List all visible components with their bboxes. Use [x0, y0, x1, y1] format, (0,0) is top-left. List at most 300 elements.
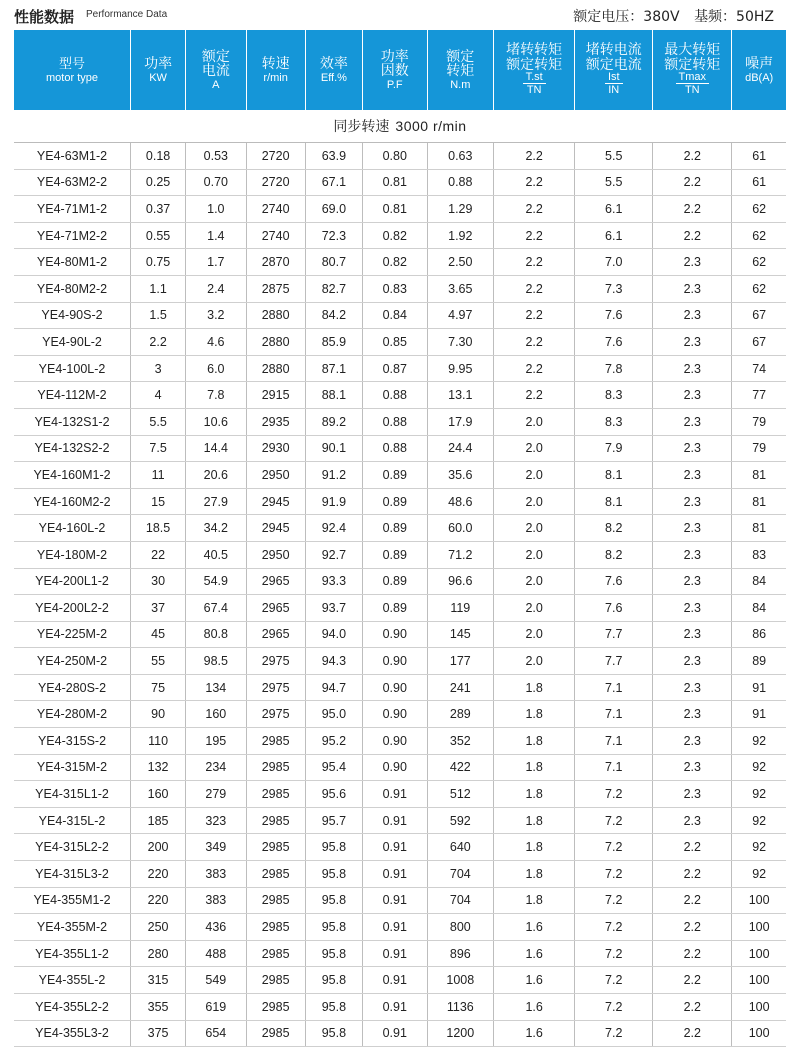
- table-row: [14, 541, 786, 568]
- table-cell: 92.4: [305, 515, 362, 542]
- ratio-denominator: TN: [684, 84, 700, 97]
- table-cell: 2.2: [653, 967, 732, 994]
- table-cell: 2.3: [653, 249, 732, 276]
- table-cell: 0.89: [363, 488, 428, 515]
- table-cell: 98.5: [186, 648, 246, 675]
- table-cell: 2.0: [494, 648, 575, 675]
- table-cell: 0.81: [363, 196, 428, 223]
- table-cell: 1008: [427, 967, 494, 994]
- table-cell: 2985: [246, 781, 305, 808]
- table-cell: 3.65: [427, 275, 494, 302]
- table-cell: 7.6: [575, 568, 653, 595]
- table-cell: 2.3: [653, 595, 732, 622]
- table-cell: 0.63: [427, 143, 494, 170]
- table-cell: 0.85: [363, 329, 428, 356]
- table-cell: 95.8: [305, 940, 362, 967]
- table-cell: 1.8: [494, 834, 575, 861]
- table-cell: 0.37: [131, 196, 186, 223]
- table-cell: 2875: [246, 275, 305, 302]
- table-cell: 177: [427, 648, 494, 675]
- table-cell: 0.89: [363, 462, 428, 489]
- table-cell: 91.9: [305, 488, 362, 515]
- table-cell: 34.2: [186, 515, 246, 542]
- table-cell: 62: [732, 222, 786, 249]
- table-cell: 704: [427, 861, 494, 888]
- table-cell: 2.3: [653, 754, 732, 781]
- table-cell: 95.6: [305, 781, 362, 808]
- motor-type-cell: YE4-160L-2: [14, 515, 131, 542]
- table-cell: 2740: [246, 222, 305, 249]
- table-cell: 0.87: [363, 355, 428, 382]
- table-cell: 0.89: [363, 541, 428, 568]
- column-header-cn: 额定 转矩: [446, 47, 475, 79]
- table-cell: 84.2: [305, 302, 362, 329]
- column-header-ratio: [676, 71, 710, 96]
- table-cell: 1.8: [494, 674, 575, 701]
- table-cell: 2.0: [494, 435, 575, 462]
- motor-type-cell: YE4-315S-2: [14, 728, 131, 755]
- column-header-cn: 型号: [59, 56, 86, 72]
- table-cell: 24.4: [427, 435, 494, 462]
- table-cell: 2965: [246, 568, 305, 595]
- table-cell: 2965: [246, 621, 305, 648]
- column-header-cn: 堵转转矩 额定转矩: [506, 40, 563, 72]
- table-cell: 549: [186, 967, 246, 994]
- table-cell: 0.90: [363, 701, 428, 728]
- table-cell: 592: [427, 807, 494, 834]
- table-cell: 2.2: [494, 169, 575, 196]
- table-cell: 7.2: [575, 781, 653, 808]
- table-row: [14, 275, 786, 302]
- table-cell: 0.91: [363, 887, 428, 914]
- table-cell: 100: [732, 940, 786, 967]
- table-cell: 45: [131, 621, 186, 648]
- table-cell: 0.88: [363, 408, 428, 435]
- table-cell: 2.3: [653, 541, 732, 568]
- table-cell: 0.89: [363, 595, 428, 622]
- sync-speed-row: [14, 110, 786, 143]
- table-cell: 14.4: [186, 435, 246, 462]
- motor-type-cell: YE4-355M1-2: [14, 887, 131, 914]
- motor-type-cell: YE4-160M2-2: [14, 488, 131, 515]
- table-cell: 279: [186, 781, 246, 808]
- table-cell: 2.3: [653, 462, 732, 489]
- table-cell: 0.90: [363, 728, 428, 755]
- rated-voltage: 额定电压：380V: [573, 9, 680, 25]
- motor-type-cell: YE4-355L-2: [14, 967, 131, 994]
- motor-type-cell: YE4-71M1-2: [14, 196, 131, 223]
- table-cell: 67: [732, 329, 786, 356]
- table-cell: 7.30: [427, 329, 494, 356]
- table-cell: 512: [427, 781, 494, 808]
- table-cell: 0.81: [363, 169, 428, 196]
- table-cell: 95.8: [305, 994, 362, 1021]
- table-cell: 20.6: [186, 462, 246, 489]
- table-cell: 2.2: [653, 196, 732, 223]
- table-cell: 2.3: [653, 515, 732, 542]
- table-row: [14, 355, 786, 382]
- column-header-cn: 转速: [261, 54, 290, 71]
- table-cell: 1136: [427, 994, 494, 1021]
- table-cell: 84: [732, 568, 786, 595]
- table-cell: 3: [131, 355, 186, 382]
- title-en: Performance Data: [86, 9, 168, 20]
- table-row: [14, 143, 786, 170]
- table-cell: 0.89: [363, 568, 428, 595]
- table-cell: 383: [186, 861, 246, 888]
- table-cell: 5.5: [575, 143, 653, 170]
- motor-type-cell: YE4-71M2-2: [14, 222, 131, 249]
- table-cell: 4.6: [186, 329, 246, 356]
- table-cell: 2.3: [653, 355, 732, 382]
- table-row: [14, 994, 786, 1021]
- table-cell: 422: [427, 754, 494, 781]
- table-cell: 95.8: [305, 861, 362, 888]
- column-header-7: [494, 30, 575, 110]
- table-cell: 1.7: [186, 249, 246, 276]
- table-cell: 22: [131, 541, 186, 568]
- table-cell: 200: [131, 834, 186, 861]
- column-header-cn: 噪声: [745, 54, 774, 71]
- table-cell: 2.2: [653, 940, 732, 967]
- table-cell: 7.1: [575, 754, 653, 781]
- table-cell: 375: [131, 1020, 186, 1047]
- table-cell: 110: [131, 728, 186, 755]
- table-cell: 2985: [246, 887, 305, 914]
- table-row: [14, 621, 786, 648]
- table-cell: 8.1: [575, 462, 653, 489]
- table-cell: 7.2: [575, 967, 653, 994]
- table-cell: 2.3: [653, 488, 732, 515]
- table-cell: 7.1: [575, 728, 653, 755]
- motor-type-cell: YE4-80M2-2: [14, 275, 131, 302]
- table-cell: 2975: [246, 648, 305, 675]
- column-header-cn: 额定 电流: [201, 47, 230, 79]
- table-cell: 81: [732, 488, 786, 515]
- table-cell: 2.50: [427, 249, 494, 276]
- column-header-unit: dB(A): [745, 71, 774, 84]
- table-cell: 11: [131, 462, 186, 489]
- table-cell: 7.7: [575, 621, 653, 648]
- table-cell: 1.8: [494, 807, 575, 834]
- table-cell: 2.2: [653, 143, 732, 170]
- table-row: [14, 595, 786, 622]
- table-row: [14, 169, 786, 196]
- motor-type-cell: YE4-90L-2: [14, 329, 131, 356]
- table-cell: 2.3: [653, 728, 732, 755]
- table-cell: 2720: [246, 169, 305, 196]
- motor-type-cell: YE4-355M-2: [14, 914, 131, 941]
- table-cell: 8.1: [575, 488, 653, 515]
- table-row: [14, 940, 786, 967]
- table-cell: 2.0: [494, 595, 575, 622]
- ratio-denominator: IN: [608, 84, 620, 97]
- table-cell: 2.0: [494, 408, 575, 435]
- table-cell: 2.2: [653, 834, 732, 861]
- table-cell: 2.2: [494, 196, 575, 223]
- table-cell: 323: [186, 807, 246, 834]
- table-cell: 0.84: [363, 302, 428, 329]
- table-cell: 0.53: [186, 143, 246, 170]
- table-cell: 2985: [246, 807, 305, 834]
- table-cell: 2985: [246, 861, 305, 888]
- table-cell: 1.8: [494, 861, 575, 888]
- table-cell: 383: [186, 887, 246, 914]
- table-cell: 2965: [246, 595, 305, 622]
- table-cell: 81: [732, 515, 786, 542]
- motor-type-cell: YE4-280M-2: [14, 701, 131, 728]
- table-cell: 62: [732, 196, 786, 223]
- table-cell: 1.8: [494, 728, 575, 755]
- table-cell: 1.8: [494, 701, 575, 728]
- table-cell: 91: [732, 701, 786, 728]
- table-cell: 75: [131, 674, 186, 701]
- table-cell: 94.3: [305, 648, 362, 675]
- table-cell: 7.2: [575, 914, 653, 941]
- table-cell: 2.2: [494, 382, 575, 409]
- motor-type-cell: YE4-355L2-2: [14, 994, 131, 1021]
- table-cell: 83: [732, 541, 786, 568]
- motor-type-cell: YE4-63M2-2: [14, 169, 131, 196]
- column-header-unit: KW: [149, 71, 167, 84]
- table-cell: 90.1: [305, 435, 362, 462]
- table-cell: 80.8: [186, 621, 246, 648]
- motor-type-cell: YE4-315L1-2: [14, 781, 131, 808]
- table-cell: 6.1: [575, 196, 653, 223]
- table-cell: 2985: [246, 1020, 305, 1047]
- table-cell: 30: [131, 568, 186, 595]
- table-cell: 74: [732, 355, 786, 382]
- table-cell: 5.5: [575, 169, 653, 196]
- motor-type-cell: YE4-90S-2: [14, 302, 131, 329]
- table-cell: 1.6: [494, 967, 575, 994]
- table-cell: 0.88: [363, 382, 428, 409]
- column-header-4: [305, 30, 362, 110]
- table-cell: 62: [732, 249, 786, 276]
- table-cell: 67.4: [186, 595, 246, 622]
- table-header-row: [14, 30, 786, 110]
- table-cell: 2945: [246, 488, 305, 515]
- table-cell: 0.91: [363, 781, 428, 808]
- table-cell: 0.91: [363, 994, 428, 1021]
- motor-type-cell: YE4-160M1-2: [14, 462, 131, 489]
- table-cell: 80.7: [305, 249, 362, 276]
- motor-type-cell: YE4-315M-2: [14, 754, 131, 781]
- column-header-8: [575, 30, 653, 110]
- table-cell: 7.2: [575, 994, 653, 1021]
- table-cell: 195: [186, 728, 246, 755]
- table-cell: 95.8: [305, 967, 362, 994]
- table-cell: 2.3: [653, 648, 732, 675]
- table-cell: 2.2: [494, 275, 575, 302]
- table-cell: 7.7: [575, 648, 653, 675]
- ratio-numerator: T.st: [523, 71, 546, 84]
- column-header-2: [186, 30, 246, 110]
- table-cell: 0.91: [363, 914, 428, 941]
- motor-type-cell: YE4-132S2-2: [14, 435, 131, 462]
- table-cell: 2.2: [494, 329, 575, 356]
- table-cell: 7.3: [575, 275, 653, 302]
- table-cell: 2720: [246, 143, 305, 170]
- table-row: [14, 435, 786, 462]
- table-cell: 0.70: [186, 169, 246, 196]
- table-cell: 2.0: [494, 488, 575, 515]
- table-cell: 92: [732, 754, 786, 781]
- table-cell: 640: [427, 834, 494, 861]
- table-cell: 2.2: [653, 994, 732, 1021]
- table-cell: 2.2: [653, 169, 732, 196]
- table-cell: 85.9: [305, 329, 362, 356]
- table-row: [14, 781, 786, 808]
- table-cell: 2740: [246, 196, 305, 223]
- table-cell: 7.1: [575, 674, 653, 701]
- column-header-cn: 效率: [319, 54, 348, 71]
- table-cell: 95.7: [305, 807, 362, 834]
- table-cell: 0.90: [363, 648, 428, 675]
- table-cell: 91: [732, 674, 786, 701]
- table-cell: 4.97: [427, 302, 494, 329]
- table-cell: 100: [732, 1020, 786, 1047]
- table-cell: 2.2: [653, 222, 732, 249]
- table-cell: 2880: [246, 302, 305, 329]
- motor-type-cell: YE4-200L1-2: [14, 568, 131, 595]
- table-cell: 100: [732, 914, 786, 941]
- table-cell: 7.8: [186, 382, 246, 409]
- table-cell: 0.91: [363, 1020, 428, 1047]
- table-cell: 96.6: [427, 568, 494, 595]
- table-cell: 88.1: [305, 382, 362, 409]
- table-cell: 0.88: [363, 435, 428, 462]
- table-cell: 280: [131, 940, 186, 967]
- table-cell: 94.7: [305, 674, 362, 701]
- table-cell: 7.2: [575, 1020, 653, 1047]
- table-row: [14, 701, 786, 728]
- table-cell: 7.9: [575, 435, 653, 462]
- column-header-unit: A: [212, 78, 220, 91]
- table-cell: 71.2: [427, 541, 494, 568]
- table-row: [14, 834, 786, 861]
- table-cell: 6.1: [575, 222, 653, 249]
- table-row: [14, 861, 786, 888]
- table-row: [14, 382, 786, 409]
- table-cell: 2.3: [653, 807, 732, 834]
- column-header-ratio: [523, 71, 546, 96]
- table-cell: 48.6: [427, 488, 494, 515]
- table-cell: 67: [732, 302, 786, 329]
- table-cell: 90: [131, 701, 186, 728]
- table-cell: 8.2: [575, 541, 653, 568]
- motor-type-cell: YE4-63M1-2: [14, 143, 131, 170]
- column-header-10: [732, 30, 786, 110]
- column-header-ratio: [605, 71, 623, 96]
- table-cell: 1200: [427, 1020, 494, 1047]
- table-cell: 1.92: [427, 222, 494, 249]
- table-cell: 289: [427, 701, 494, 728]
- table-cell: 4: [131, 382, 186, 409]
- table-cell: 436: [186, 914, 246, 941]
- table-cell: 94.0: [305, 621, 362, 648]
- table-cell: 1.6: [494, 1020, 575, 1047]
- table-cell: 8.3: [575, 382, 653, 409]
- table-cell: 81: [732, 462, 786, 489]
- table-cell: 95.2: [305, 728, 362, 755]
- table-row: [14, 488, 786, 515]
- table-cell: 2.2: [494, 355, 575, 382]
- table-cell: 7.2: [575, 807, 653, 834]
- motor-type-cell: YE4-315L3-2: [14, 861, 131, 888]
- table-cell: 0.90: [363, 621, 428, 648]
- table-row: [14, 568, 786, 595]
- table-cell: 1.0: [186, 196, 246, 223]
- table-cell: 0.75: [131, 249, 186, 276]
- table-cell: 7.8: [575, 355, 653, 382]
- table-cell: 2.2: [653, 887, 732, 914]
- table-cell: 2985: [246, 914, 305, 941]
- table-cell: 704: [427, 887, 494, 914]
- table-cell: 95.8: [305, 914, 362, 941]
- motor-type-cell: YE4-225M-2: [14, 621, 131, 648]
- table-cell: 2.3: [653, 674, 732, 701]
- table-cell: 0.90: [363, 674, 428, 701]
- table-cell: 220: [131, 887, 186, 914]
- table-row: [14, 728, 786, 755]
- table-row: [14, 674, 786, 701]
- table-cell: 1.8: [494, 754, 575, 781]
- table-cell: 7.6: [575, 595, 653, 622]
- table-cell: 160: [131, 781, 186, 808]
- table-cell: 2.2: [494, 249, 575, 276]
- table-cell: 0.82: [363, 222, 428, 249]
- table-cell: 55: [131, 648, 186, 675]
- motor-type-cell: YE4-315L2-2: [14, 834, 131, 861]
- table-cell: 7.0: [575, 249, 653, 276]
- table-cell: 2985: [246, 754, 305, 781]
- table-cell: 82.7: [305, 275, 362, 302]
- table-row: [14, 249, 786, 276]
- table-cell: 2.3: [653, 701, 732, 728]
- table-cell: 2915: [246, 382, 305, 409]
- table-cell: 1.6: [494, 914, 575, 941]
- column-header-unit: motor type: [46, 72, 98, 85]
- motor-type-cell: YE4-80M1-2: [14, 249, 131, 276]
- table-cell: 87.1: [305, 355, 362, 382]
- motor-type-cell: YE4-250M-2: [14, 648, 131, 675]
- table-cell: 2.2: [653, 914, 732, 941]
- table-cell: 89: [732, 648, 786, 675]
- motor-type-cell: YE4-112M-2: [14, 382, 131, 409]
- table-cell: 0.91: [363, 834, 428, 861]
- table-cell: 91.2: [305, 462, 362, 489]
- table-cell: 2985: [246, 967, 305, 994]
- table-row: [14, 515, 786, 542]
- table-cell: 7.6: [575, 329, 653, 356]
- table-cell: 355: [131, 994, 186, 1021]
- table-cell: 0.91: [363, 967, 428, 994]
- table-cell: 100: [732, 994, 786, 1021]
- table-cell: 8.2: [575, 515, 653, 542]
- table-cell: 62: [732, 275, 786, 302]
- table-cell: 2.0: [494, 462, 575, 489]
- table-row: [14, 648, 786, 675]
- table-cell: 315: [131, 967, 186, 994]
- table-cell: 7.1: [575, 701, 653, 728]
- column-header-6: [427, 30, 494, 110]
- table-cell: 7.2: [575, 940, 653, 967]
- table-cell: 1.6: [494, 994, 575, 1021]
- table-cell: 40.5: [186, 541, 246, 568]
- table-row: [14, 408, 786, 435]
- table-cell: 619: [186, 994, 246, 1021]
